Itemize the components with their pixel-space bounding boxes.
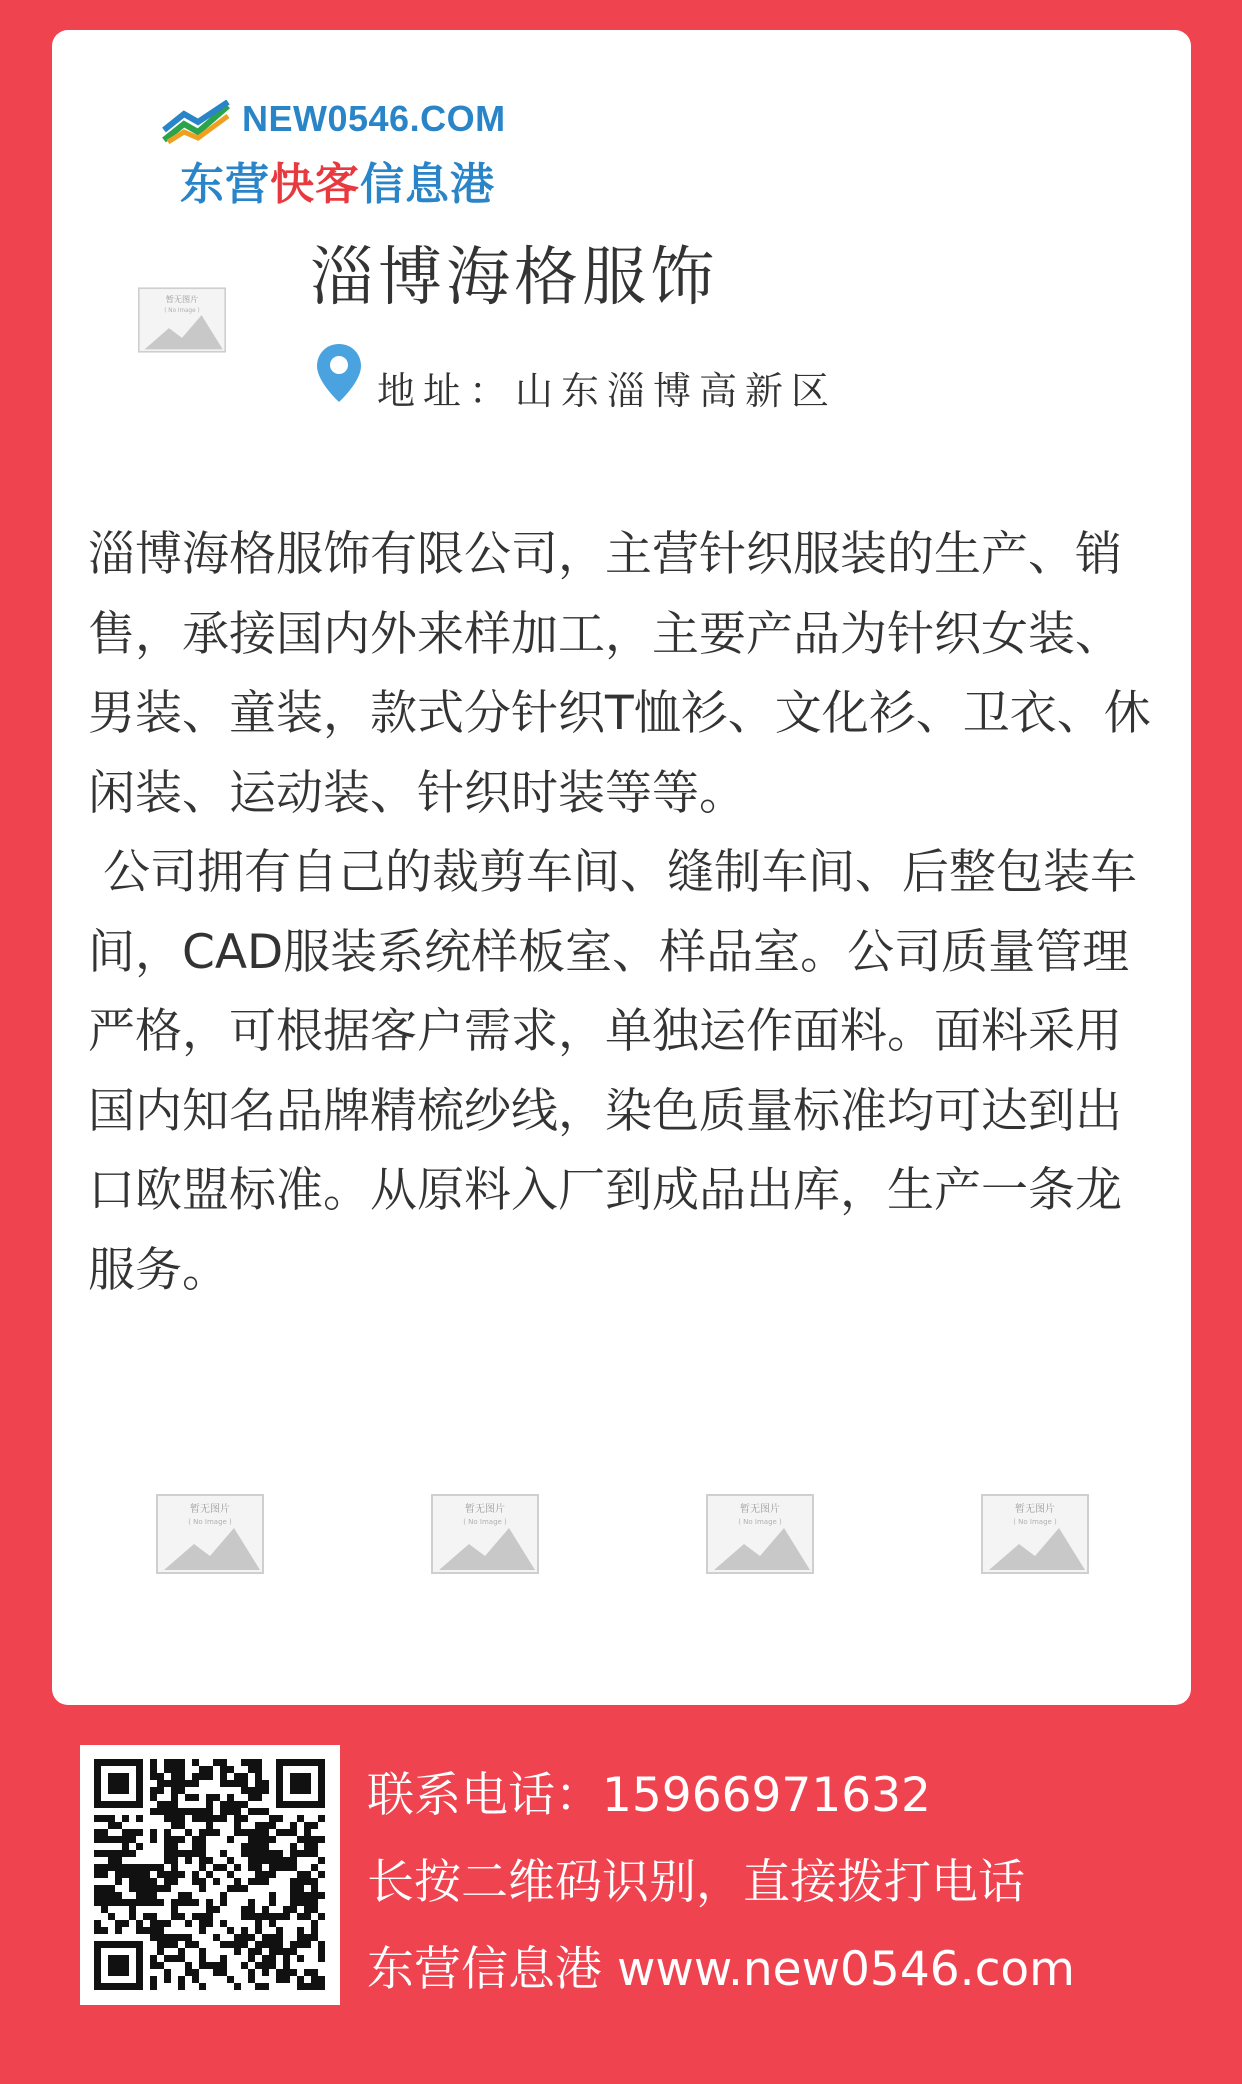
company-description: 淄博海格服饰有限公司，主营针织服装的生产、销售，承接国内外来样加工，主要产品为针织女装、男装、童装，款式分针织T恤衫、文化衫、卫衣、休闲装、运动装、针织时装等等。 公司拥有自己的裁剪车间、缝制车间、后整包装车间，CAD服装系统样板室、样品室。公司质量管理严格，可根据客户需求，单独运作面料。面料采用国内知名品牌精梳纱线，染色质量标准均可达到出口欧盟标准。从原料入厂到成品出库，生产一条龙服务。	[88, 527, 1151, 1298]
svg-text:( No Image ): ( No Image )	[1013, 1518, 1057, 1526]
svg-text:( No Image ): ( No Image )	[463, 1518, 507, 1526]
qr-code[interactable]	[80, 1745, 340, 2005]
svg-text:暂无图片: 暂无图片	[190, 1504, 230, 1515]
company-card	[52, 30, 1191, 1705]
gallery-image-placeholder[interactable]	[431, 1494, 539, 1574]
qr-hint: 长按二维码识别，直接拨打电话	[367, 1855, 1025, 1910]
qr-code-icon	[80, 1745, 340, 2005]
image-placeholder-icon	[138, 287, 226, 353]
gallery-image-placeholder[interactable]	[981, 1494, 1089, 1574]
svg-text:暂无图片: 暂无图片	[740, 1504, 780, 1515]
logo-chart-icon	[162, 100, 232, 144]
site-logo[interactable]	[112, 68, 532, 208]
location-pin-icon	[314, 342, 364, 404]
svg-text:( No Image ): ( No Image )	[164, 307, 200, 314]
svg-text:暂无图片: 暂无图片	[1015, 1504, 1055, 1515]
logo-name: 东营快客信息港	[180, 159, 495, 210]
contact-phone[interactable]: 联系电话：15966971632	[367, 1768, 931, 1823]
gallery-image-placeholder[interactable]	[156, 1494, 264, 1574]
company-address: 地址：山东淄博高新区	[377, 369, 838, 413]
logo-domain: NEW0546.COM	[242, 98, 506, 139]
svg-text:暂无图片: 暂无图片	[165, 294, 199, 305]
svg-text:暂无图片: 暂无图片	[465, 1504, 505, 1515]
svg-text:( No Image ): ( No Image )	[738, 1518, 782, 1526]
svg-text:( No Image ): ( No Image )	[188, 1518, 232, 1526]
site-link[interactable]: 东营信息港 www.new0546.com	[367, 1942, 1075, 1997]
gallery-image-placeholder[interactable]	[706, 1494, 814, 1574]
company-title: 淄博海格服饰	[310, 241, 718, 315]
